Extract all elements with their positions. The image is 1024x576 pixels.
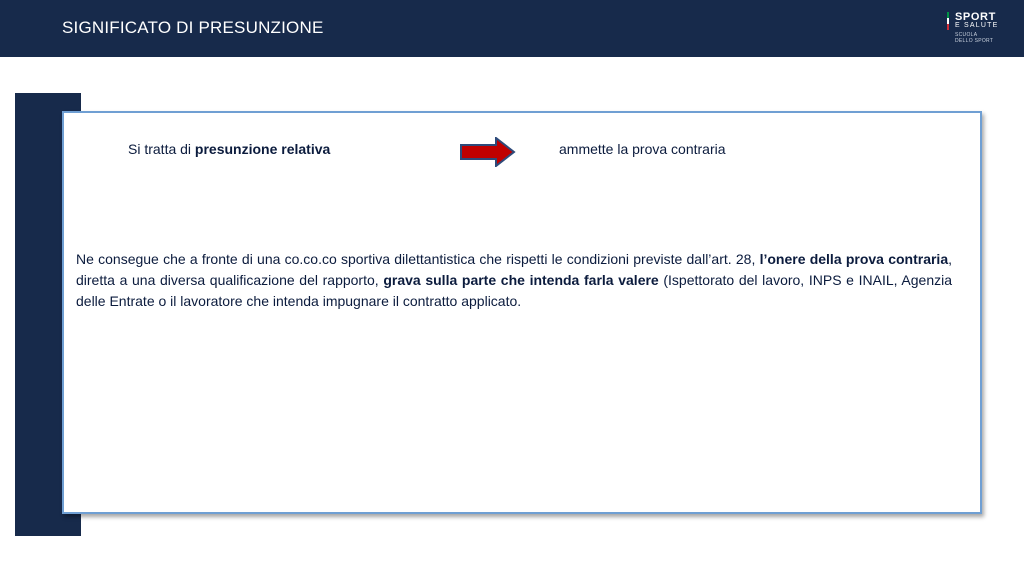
paragraph-bold-2: grava sulla parte che intenda farla valere <box>383 272 659 288</box>
paragraph-text-1: Ne consegue che a fronte di una co.co.co sportiva dilettantistica che rispetti le condizioni previste dall’art. 28, <box>76 251 760 267</box>
right-arrow-icon <box>460 137 516 167</box>
sport-e-salute-logo <box>947 11 1017 51</box>
logo-text-salute: E SALUTE <box>955 22 999 29</box>
paragraph-text-2: , diretta a una diversa qualificazione del rapporto, <box>76 251 952 288</box>
statement-bold: presunzione relativa <box>194 141 331 157</box>
logo-subtitle <box>955 32 1015 44</box>
body-paragraph <box>76 249 952 312</box>
logo-subtitle-line2: DELLO SPORT <box>955 38 994 44</box>
header-bar <box>0 0 1024 57</box>
page-title: SIGNIFICATO DI PRESUNZIONE <box>62 18 324 37</box>
presumption-result: ammette la prova contraria <box>559 141 726 157</box>
paragraph-text-3: (Ispettorato del lavoro, INPS e INAIL, Agenzia delle Entrate o il lavoratore che intenda impugnare il contratto applicato. <box>76 272 953 309</box>
paragraph-bold-1: l’onere della prova contraria <box>759 251 949 267</box>
italian-flag-bar-icon <box>947 12 949 30</box>
content-box <box>62 111 982 514</box>
presumption-statement <box>128 141 330 157</box>
logo-text-sport: SPORT <box>955 11 996 23</box>
statement-prefix: Si tratta di <box>128 141 195 157</box>
logo-subtitle-line1: SCUOLA <box>955 32 978 38</box>
